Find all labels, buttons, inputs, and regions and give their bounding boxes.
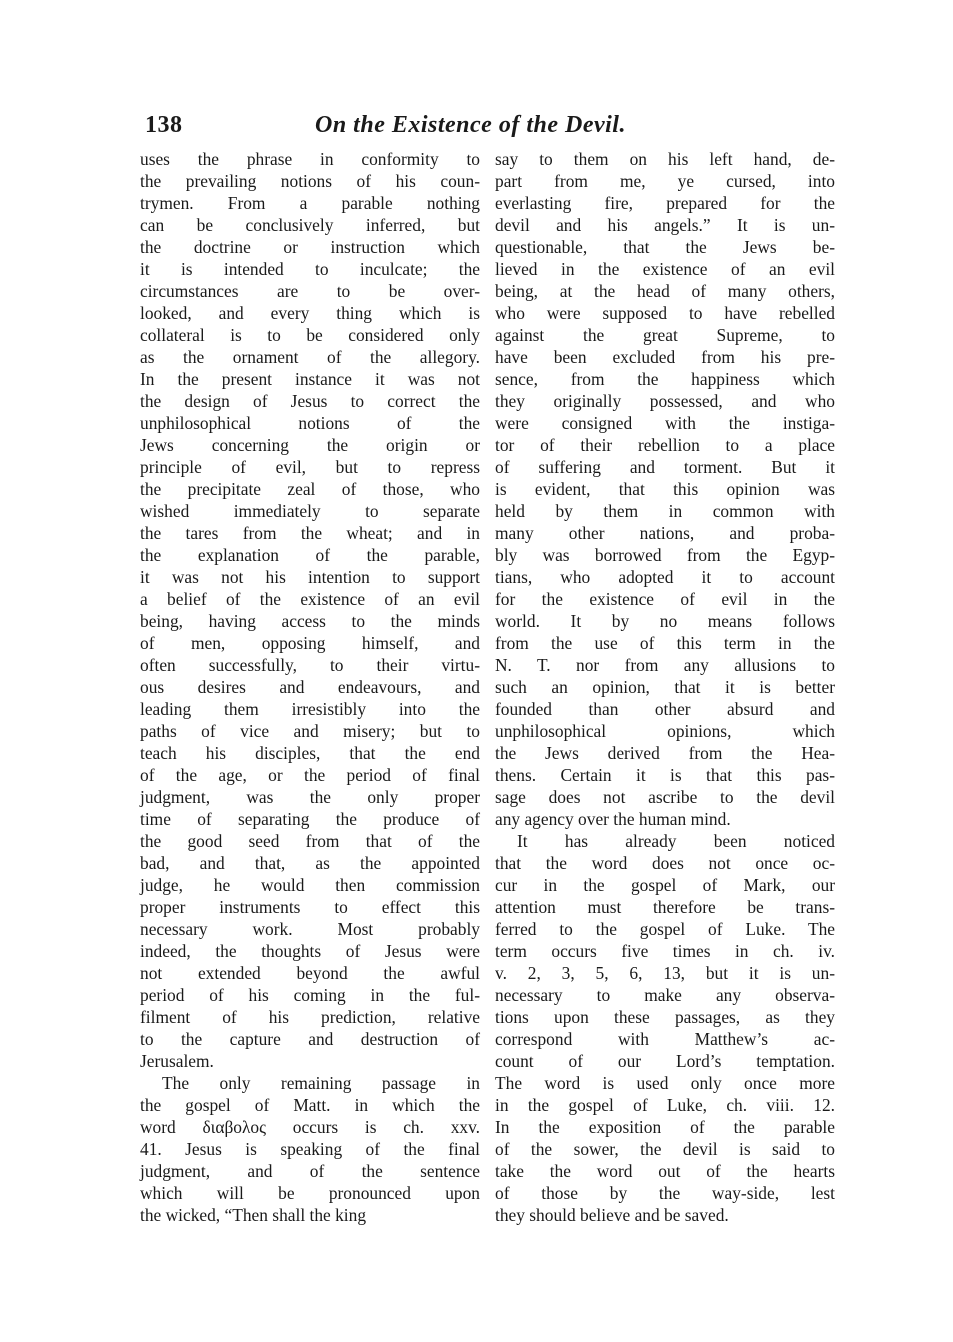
- text-line: sage does not ascribe to the devil: [495, 787, 835, 807]
- text-line: any agency over the human mind.: [495, 809, 731, 829]
- text-line: were consigned with the instiga-: [495, 413, 835, 433]
- text-line: sence, from the happiness which: [495, 369, 835, 389]
- text-line: world. It by no means follows: [495, 611, 835, 631]
- text-line: often successfully, to their virtu-: [140, 655, 480, 675]
- text-line: the wicked, “Then shall the king: [140, 1205, 367, 1225]
- text-line: word διαβολος occurs is ch. xxv.: [140, 1117, 480, 1137]
- text-line: tions upon these passages, as they: [495, 1007, 835, 1027]
- text-line: devil and his angels.” It is un-: [495, 215, 835, 235]
- text-line: indeed, the thoughts of Jesus were: [140, 941, 480, 961]
- text-line: principle of evil, but to repress: [140, 457, 480, 477]
- text-line: tians, who adopted it to account: [495, 567, 835, 587]
- text-line: tor of their rebellion to a place: [495, 435, 835, 455]
- text-line: the good seed from that of the: [140, 831, 480, 851]
- text-line: held by them in common with: [495, 501, 835, 521]
- text-line: trymen. From a parable nothing: [140, 193, 480, 213]
- text-line: Jerusalem.: [140, 1051, 214, 1071]
- left-text-column: [140, 148, 480, 1226]
- text-line: against the great Supreme, to: [495, 325, 835, 345]
- text-line: term occurs five times in ch. iv.: [495, 941, 835, 961]
- text-line: correspond with Matthew’s ac-: [495, 1029, 835, 1049]
- text-line: founded than other absurd and: [495, 699, 835, 719]
- text-line: such an opinion, that it is better: [495, 677, 835, 697]
- text-line: a belief of the existence of an evil: [140, 589, 480, 609]
- page-number: 138: [145, 112, 183, 138]
- text-line: v. 2, 3, 5, 6, 13, but it is un-: [495, 963, 835, 983]
- text-line: of suffering and torment. But it: [495, 457, 835, 477]
- text-line: filment of his prediction, relative: [140, 1007, 480, 1027]
- text-line: circumstances are to be over-: [140, 281, 480, 301]
- text-line: teach his disciples, that the end: [140, 743, 480, 763]
- text-line: from the use of this term in the: [495, 633, 835, 653]
- text-line: count of our Lord’s temptation.: [495, 1051, 835, 1071]
- text-line: everlasting fire, prepared for the: [495, 193, 835, 213]
- text-line: the gospel of Matt. in which the: [140, 1095, 480, 1115]
- text-line: in the gospel of Luke, ch. viii. 12.: [495, 1095, 835, 1115]
- text-line: cur in the gospel of Mark, our: [495, 875, 835, 895]
- text-line: to the capture and destruction of: [140, 1029, 480, 1049]
- text-line: they originally possessed, and who: [495, 391, 835, 411]
- text-line: part from me, ye cursed, into: [495, 171, 835, 191]
- text-line: not extended beyond the awful: [140, 963, 480, 983]
- text-line: unphilosophical opinions, which: [495, 721, 835, 741]
- text-line: the tares from the wheat; and in: [140, 523, 480, 543]
- page-header: [145, 112, 845, 148]
- running-title: On the Existence of the Devil.: [315, 112, 626, 138]
- text-line: take the word out of the hearts: [495, 1161, 835, 1181]
- text-line: the doctrine or instruction which: [140, 237, 480, 257]
- text-line: judgment, and of the sentence: [140, 1161, 480, 1181]
- text-line: proper instruments to effect this: [140, 897, 480, 917]
- text-line: being, at the head of many others,: [495, 281, 835, 301]
- text-line: lieved in the existence of an evil: [495, 259, 835, 279]
- text-line: necessary to make any observa-: [495, 985, 835, 1005]
- text-line: the explanation of the parable,: [140, 545, 480, 565]
- text-line: looked, and every thing which is: [140, 303, 480, 323]
- text-line: unphilosophical notions of the: [140, 413, 480, 433]
- text-line: The word is used only once more: [495, 1073, 835, 1093]
- text-line: being, having access to the minds: [140, 611, 480, 631]
- text-line: which will be pronounced upon: [140, 1183, 480, 1203]
- right-text-column: [495, 148, 835, 1226]
- text-line: the Jews derived from the Hea-: [495, 743, 835, 763]
- text-line: wished immediately to separate: [140, 501, 480, 521]
- text-line: 41. Jesus is speaking of the final: [140, 1139, 480, 1159]
- text-line: In the exposition of the parable: [495, 1117, 835, 1137]
- text-line: bad, and that, as the appointed: [140, 853, 480, 873]
- text-line: questionable, that the Jews be-: [495, 237, 835, 257]
- text-line: In the present instance it was not: [140, 369, 480, 389]
- text-line: paths of vice and misery; but to: [140, 721, 480, 741]
- text-line: for the existence of evil in the: [495, 589, 835, 609]
- text-line: of men, opposing himself, and: [140, 633, 480, 653]
- text-line: ferred to the gospel of Luke. The: [495, 919, 835, 939]
- text-line: It has already been noticed: [517, 831, 835, 851]
- text-line: thens. Certain it is that this pas-: [495, 765, 835, 785]
- text-line: necessary work. Most probably: [140, 919, 480, 939]
- text-line: have been excluded from his pre-: [495, 347, 835, 367]
- text-line: of the sower, the devil is said to: [495, 1139, 835, 1159]
- text-line: judge, he would then commission: [140, 875, 480, 895]
- text-line: Jews concerning the origin or: [140, 435, 480, 455]
- text-line: who were supposed to have rebelled: [495, 303, 835, 323]
- text-line: uses the phrase in conformity to: [140, 149, 480, 169]
- text-line: as the ornament of the allegory.: [140, 347, 480, 367]
- text-line: say to them on his left hand, de-: [495, 149, 835, 169]
- text-line: is evident, that this opinion was: [495, 479, 835, 499]
- text-line: bly was borrowed from the Egyp-: [495, 545, 835, 565]
- text-line: time of separating the produce of: [140, 809, 480, 829]
- text-line: leading them irresistibly into the: [140, 699, 480, 719]
- text-line: of the age, or the period of final: [140, 765, 480, 785]
- text-line: the prevailing notions of his coun-: [140, 171, 480, 191]
- text-line: the precipitate zeal of those, who: [140, 479, 480, 499]
- text-line: many other nations, and proba-: [495, 523, 835, 543]
- text-line: judgment, was the only proper: [140, 787, 480, 807]
- text-line: ous desires and endeavours, and: [140, 677, 480, 697]
- text-line: they should believe and be saved.: [495, 1205, 729, 1225]
- text-line: period of his coming in the ful-: [140, 985, 480, 1005]
- text-line: of those by the way-side, lest: [495, 1183, 835, 1203]
- text-line: The only remaining passage in: [162, 1073, 480, 1093]
- text-line: collateral is to be considered only: [140, 325, 480, 345]
- text-line: that the word does not once oc-: [495, 853, 835, 873]
- text-line: N. T. nor from any allusions to: [495, 655, 835, 675]
- text-line: it is intended to inculcate; the: [140, 259, 480, 279]
- text-line: it was not his intention to support: [140, 567, 480, 587]
- text-line: attention must therefore be trans-: [495, 897, 835, 917]
- text-line: the design of Jesus to correct the: [140, 391, 480, 411]
- text-line: can be conclusively inferred, but: [140, 215, 480, 235]
